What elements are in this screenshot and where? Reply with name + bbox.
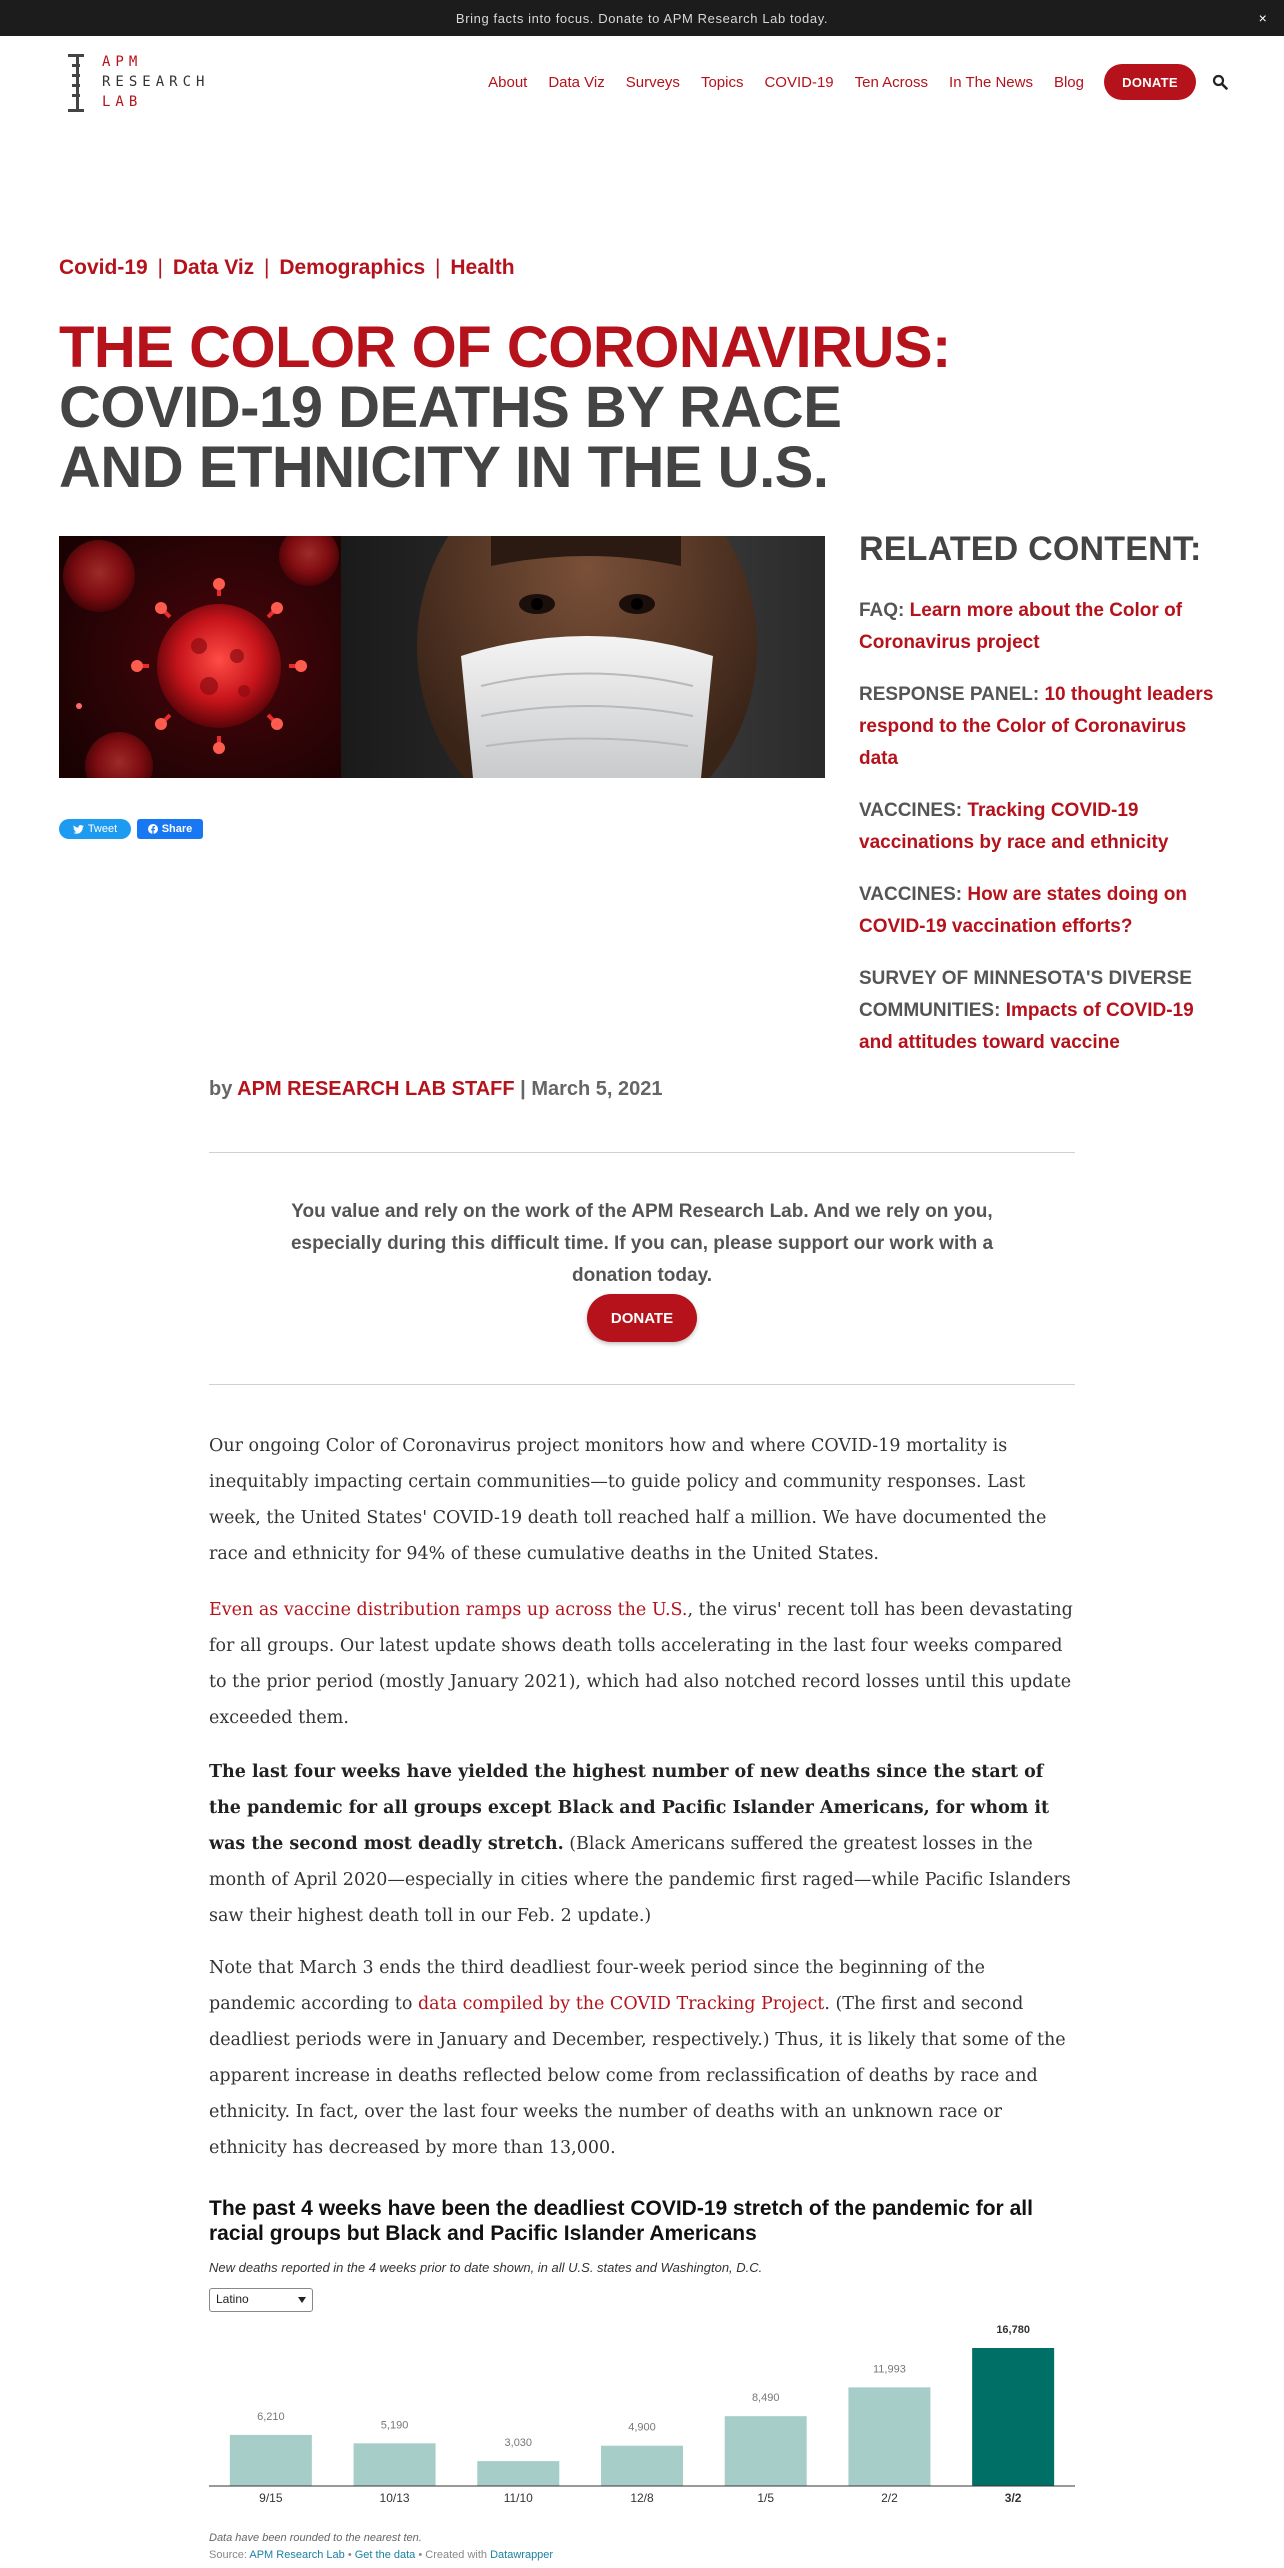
deaths-bar-chart	[209, 2318, 1075, 2528]
x-tick-label: 3/2	[1004, 2491, 1022, 2505]
created-with-label: Created with	[425, 2549, 488, 2561]
related-link[interactable]: 10 thought leaders respond to the Color of Coronavirus data	[859, 684, 1214, 769]
category-separator: |	[264, 256, 270, 279]
covid-tracking-project-link[interactable]: data compiled by the COVID Tracking Project	[417, 1994, 825, 2014]
body-paragraph-4-text-b: . (The first and second deadliest periods were in January and December, respectively.) Thus, it is likely that some of the apparent increase in deaths reflected below come from reclassification of deaths by race and ethnicity. In fact, over the last four weeks the number of deaths with an unknown race or ethnicity has decreased by more than 13,000.	[209, 1994, 1066, 2158]
nav-data-viz[interactable]: Data Viz	[548, 73, 605, 91]
bar-1/5	[725, 2416, 807, 2486]
get-the-data-link[interactable]: Get the data	[354, 2549, 416, 2561]
bar-11/10	[477, 2461, 559, 2486]
category-separator: |	[157, 256, 163, 279]
nav-in-the-news[interactable]: In The News	[949, 73, 1033, 91]
related-link[interactable]: Learn more about the Color of Coronavirus project	[859, 600, 1183, 653]
related-label: VACCINES:	[859, 800, 963, 821]
donation-appeal: You value and rely on the work of the APM Research Lab. And we rely on you, especially during this difficult time. If you can, please support our work with a donation today.	[290, 1201, 994, 1286]
chart-source	[209, 2549, 553, 2561]
related-item	[859, 795, 1229, 859]
nav-about[interactable]: About	[488, 73, 528, 91]
page-title	[59, 315, 959, 500]
logo-lab: LAB	[102, 94, 143, 110]
related-item	[859, 879, 1229, 943]
category-data-viz[interactable]: Data Viz	[172, 256, 255, 279]
facebook-icon	[148, 824, 158, 834]
related-label: VACCINES:	[859, 884, 963, 905]
share-buttons	[59, 819, 203, 839]
bar-value-label: 11,993	[873, 2363, 906, 2376]
byline-prefix: by	[209, 1078, 233, 1100]
related-label: RESPONSE PANEL:	[859, 684, 1040, 705]
body-paragraph-4	[209, 1950, 1075, 2166]
category-demographics[interactable]: Demographics	[279, 256, 426, 279]
site-header	[0, 36, 1284, 136]
body-paragraph-3-text: (Black Americans suffered the greatest losses in the month of April 2020—especially in cities where the pandemic first raged—while Pacific Islanders saw their highest death toll in our Feb. 2 update.)	[209, 1834, 1071, 1926]
race-group-select-value: Latino	[216, 2292, 249, 2306]
race-group-select[interactable]	[209, 2288, 313, 2312]
byline	[209, 1078, 663, 1101]
x-tick-label: 11/10	[503, 2491, 533, 2505]
related-item	[859, 963, 1229, 1059]
body-paragraph-1: Our ongoing Color of Coronavirus project monitors how and where COVID-19 mortality is inequitably impacting certain communities—to guide policy and community responses. Last week, the United States' COVID-19 death toll reached half a million. We have documented the race and ethnicity for 94% of these cumulative deaths in the United States.	[209, 1436, 1047, 1564]
nav-topics[interactable]: Topics	[700, 73, 744, 91]
apm-research-lab-logo[interactable]	[64, 54, 264, 116]
nav-donate-button[interactable]: DONATE	[1104, 64, 1196, 100]
nav-blog[interactable]: Blog	[1053, 73, 1084, 91]
top-banner[interactable]	[0, 0, 1284, 36]
bar-2/2	[848, 2387, 930, 2486]
divider	[209, 1384, 1075, 1385]
related-link[interactable]: Impacts of COVID-19 and attitudes toward vaccine	[859, 1000, 1194, 1053]
bar-12/8	[601, 2446, 683, 2486]
close-icon[interactable]: ×	[1258, 10, 1268, 26]
byline-date: March 5, 2021	[531, 1078, 663, 1100]
body-paragraph-3	[209, 1754, 1075, 1934]
bar-value-label: 3,030	[504, 2437, 533, 2450]
body-paragraph-3-bold: The last four weeks have yielded the highest number of new deaths since the start of the pandemic for all groups except Black and Pacific Islander Americans, for whom it was the second most deadly stretch.	[209, 1762, 1050, 1854]
bar-value-label: 5,190	[380, 2419, 409, 2432]
related-content	[859, 530, 1229, 1079]
byline-author[interactable]: APM RESEARCH LAB STAFF	[237, 1078, 515, 1100]
bar-10/13	[354, 2443, 436, 2486]
tweet-button[interactable]	[59, 819, 131, 839]
related-label: FAQ:	[859, 600, 905, 621]
search-icon[interactable]	[1212, 74, 1228, 90]
source-dot: •	[418, 2549, 423, 2561]
source-link[interactable]: APM Research Lab	[249, 2549, 345, 2561]
masked-person-photo	[341, 536, 825, 778]
related-item	[859, 679, 1229, 775]
bar-value-label: 4,900	[628, 2421, 656, 2434]
twitter-icon	[73, 825, 84, 834]
related-link[interactable]: How are states doing on COVID-19 vaccination efforts?	[859, 884, 1187, 937]
related-heading: RELATED CONTENT:	[859, 530, 1202, 568]
hero-image	[59, 536, 825, 778]
category-health[interactable]: Health	[450, 256, 515, 279]
logo-ruler-icon	[68, 54, 84, 112]
bar-value-label: 6,210	[257, 2410, 285, 2423]
chart-footnote: Data have been rounded to the nearest ten.	[209, 2532, 422, 2544]
related-item	[859, 595, 1229, 659]
related-label: SURVEY OF MINNESOTA'S DIVERSE COMMUNITIES:	[859, 968, 1192, 1021]
category-separator: |	[435, 256, 441, 279]
body-paragraph-4-text-a: Note that March 3 ends the third deadliest four-week period since the beginning of the pandemic according to	[209, 1958, 985, 2014]
body-paragraph-2	[209, 1592, 1075, 1736]
x-tick-label: 9/15	[259, 2491, 283, 2505]
nav-ten-across[interactable]: Ten Across	[854, 73, 929, 91]
x-tick-label: 10/13	[379, 2491, 410, 2505]
title-line-1: THE COLOR OF CORONAVIRUS:	[59, 315, 951, 380]
byline-separator: |	[520, 1078, 526, 1100]
bar-value-label: 8,490	[751, 2392, 780, 2405]
x-tick-label: 2/2	[881, 2491, 898, 2505]
category-covid-19[interactable]: Covid-19	[59, 256, 148, 279]
chevron-down-icon	[298, 2297, 306, 2303]
x-tick-label: 1/5	[757, 2491, 775, 2505]
facebook-share-button[interactable]	[137, 819, 203, 839]
bar-value-label: 16,780	[996, 2324, 1030, 2336]
source-dot: •	[347, 2549, 352, 2561]
related-link[interactable]: Tracking COVID-19 vaccinations by race and ethnicity	[859, 800, 1169, 853]
body-paragraph-2-text: , the virus' recent toll has been devastating for all groups. Our latest update shows death tolls accelerating in the last four weeks compared to the prior period (mostly January 2021), which had also notched record losses until this update exceeded them.	[209, 1600, 1073, 1728]
bar-3/2	[972, 2348, 1054, 2486]
category-links	[59, 256, 515, 280]
vaccine-distribution-link[interactable]: Even as vaccine distribution ramps up across the U.S.	[209, 1600, 688, 1620]
chart-subtitle: New deaths reported in the 4 weeks prior to date shown, in all U.S. states and Washington, D.C.	[209, 2260, 763, 2275]
share-label: Share	[161, 823, 193, 835]
title-line-2: COVID-19 DEATHS BY RACE AND ETHNICITY IN THE U.S.	[59, 375, 842, 500]
nav-covid-19[interactable]: COVID-19	[764, 73, 834, 91]
logo-research: RESEARCH	[102, 74, 210, 90]
appeal-donate-button[interactable]: DONATE	[587, 1294, 697, 1342]
bar-9/15	[230, 2435, 312, 2486]
datawrapper-link[interactable]: Datawrapper	[490, 2549, 554, 2561]
main-nav	[467, 64, 1228, 100]
logo-apm: APM	[102, 54, 143, 70]
nav-surveys[interactable]: Surveys	[625, 73, 680, 91]
chart-title: The past 4 weeks have been the deadliest COVID-19 stretch of the pandemic for all racial groups but Black and Pacific Islander Americans	[209, 2197, 1033, 2245]
source-prefix: Source:	[209, 2549, 247, 2561]
divider	[209, 1152, 1075, 1153]
banner-text[interactable]: Bring facts into focus. Donate to APM Research Lab today.	[455, 10, 829, 26]
virus-illustration	[59, 536, 341, 778]
tweet-label: Tweet	[87, 823, 118, 835]
x-tick-label: 12/8	[630, 2491, 654, 2505]
